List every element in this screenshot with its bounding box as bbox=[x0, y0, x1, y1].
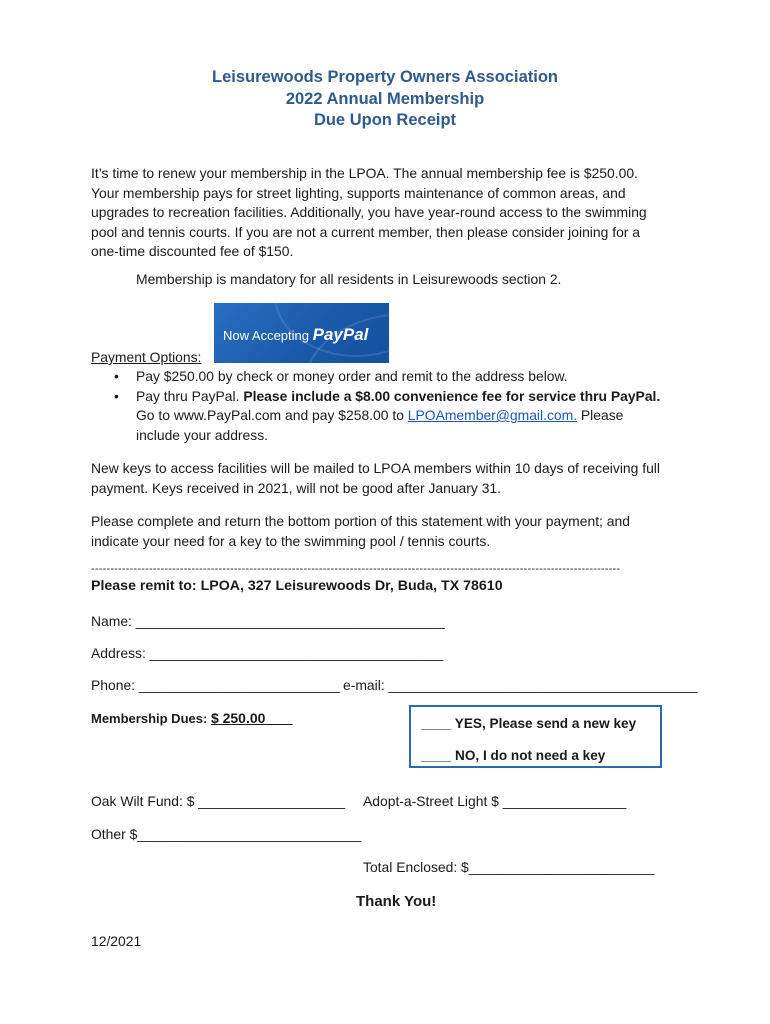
total-enclosed-field[interactable]: Total Enclosed: $________________________ bbox=[363, 859, 655, 875]
paypal-banner-prefix: Now Accepting bbox=[223, 328, 309, 343]
oak-wilt-fund-field[interactable]: Oak Wilt Fund: $ ___________________ bbox=[91, 793, 346, 809]
membership-year: 2022 Annual Membership bbox=[285, 89, 485, 108]
list-item: • Pay thru PayPal. Please include a $8.00 convenience fee for service thru PayPal. Go to www.PayPal.com and pay $258.00 to LPOAmember@gmail.com. Please include your address. bbox=[114, 387, 661, 443]
adopt-a-street-field[interactable]: Adopt-a-Street Light $ ________________ bbox=[363, 793, 627, 809]
lpoa-email-link[interactable]: LPOAmember@gmail.com. bbox=[407, 407, 578, 423]
intro-line: one-time discounted fee of $150. bbox=[91, 243, 294, 259]
membership-dues-amount: $ 250.00 bbox=[210, 710, 293, 726]
other-field[interactable]: Other $_____________________________ bbox=[91, 826, 362, 842]
intro-line: It’s time to renew your membership in the LPOA. The annual membership fee is $250.00. bbox=[91, 165, 638, 181]
name-field[interactable]: Name: ________________________________________ bbox=[91, 613, 445, 629]
intro-line: pool and tennis courts. If you are not a current member, then please consider joining for a bbox=[91, 223, 640, 240]
document-date: 12/2021 bbox=[91, 933, 142, 949]
intro-line: upgrades to recreation facilities. Additionally, you have year-round access to the swimming bbox=[91, 204, 647, 220]
address-field[interactable]: Address: ______________________________________ bbox=[91, 645, 444, 661]
key-request-box bbox=[409, 705, 662, 768]
paypal-fee-note: Please include a $8.00 convenience fee for service thru PayPal bbox=[243, 387, 657, 404]
keys-paragraph: New keys to access facilities will be mailed to LPOA members within 10 days of receiving full payment. Keys received in 2021, will not be good after January 31. bbox=[91, 460, 660, 496]
document-heading bbox=[0, 67, 770, 132]
paypal-banner bbox=[214, 303, 389, 363]
payment-options-list bbox=[91, 367, 702, 445]
bullet-icon: • bbox=[114, 368, 119, 384]
bullet-icon: • bbox=[114, 387, 119, 404]
intro-line: Your membership pays for street lighting, supports maintenance of common areas, and bbox=[91, 184, 626, 201]
mandatory-notice: Membership is mandatory for all residents in Leisurewoods section 2. bbox=[136, 271, 562, 287]
intro-paragraph bbox=[91, 164, 702, 262]
remit-address: Please remit to: LPOA, 327 Leisurewoods Dr, Buda, TX 78610 bbox=[91, 578, 503, 594]
key-no-option[interactable]: ____ NO, I do not need a key bbox=[421, 748, 606, 763]
list-item: • Pay $250.00 by check or money order and remit to the address below. bbox=[91, 367, 702, 387]
thank-you: Thank You! bbox=[356, 893, 437, 910]
paypal-logo: PayPal bbox=[312, 325, 369, 344]
membership-dues bbox=[91, 710, 293, 726]
phone-field[interactable]: Phone: __________________________ bbox=[91, 677, 340, 693]
association-name: Leisurewoods Property Owners Association bbox=[212, 68, 558, 86]
email-field[interactable]: e-mail: ________________________________________ bbox=[343, 677, 698, 693]
cut-line: ----------------------------------------------------------------------------------------------------------------------------------------- bbox=[91, 563, 621, 575]
key-yes-option[interactable]: ____ YES, Please send a new key bbox=[421, 716, 637, 731]
payment-options-title: Payment Options: bbox=[91, 349, 202, 365]
membership-dues-label: Membership Dues: bbox=[91, 711, 208, 726]
complete-paragraph: Please complete and return the bottom portion of this statement with your payment; and indicate your need for a key to the swimming pool / tennis courts. bbox=[91, 513, 630, 549]
due-notice: Due Upon Receipt bbox=[313, 111, 457, 129]
